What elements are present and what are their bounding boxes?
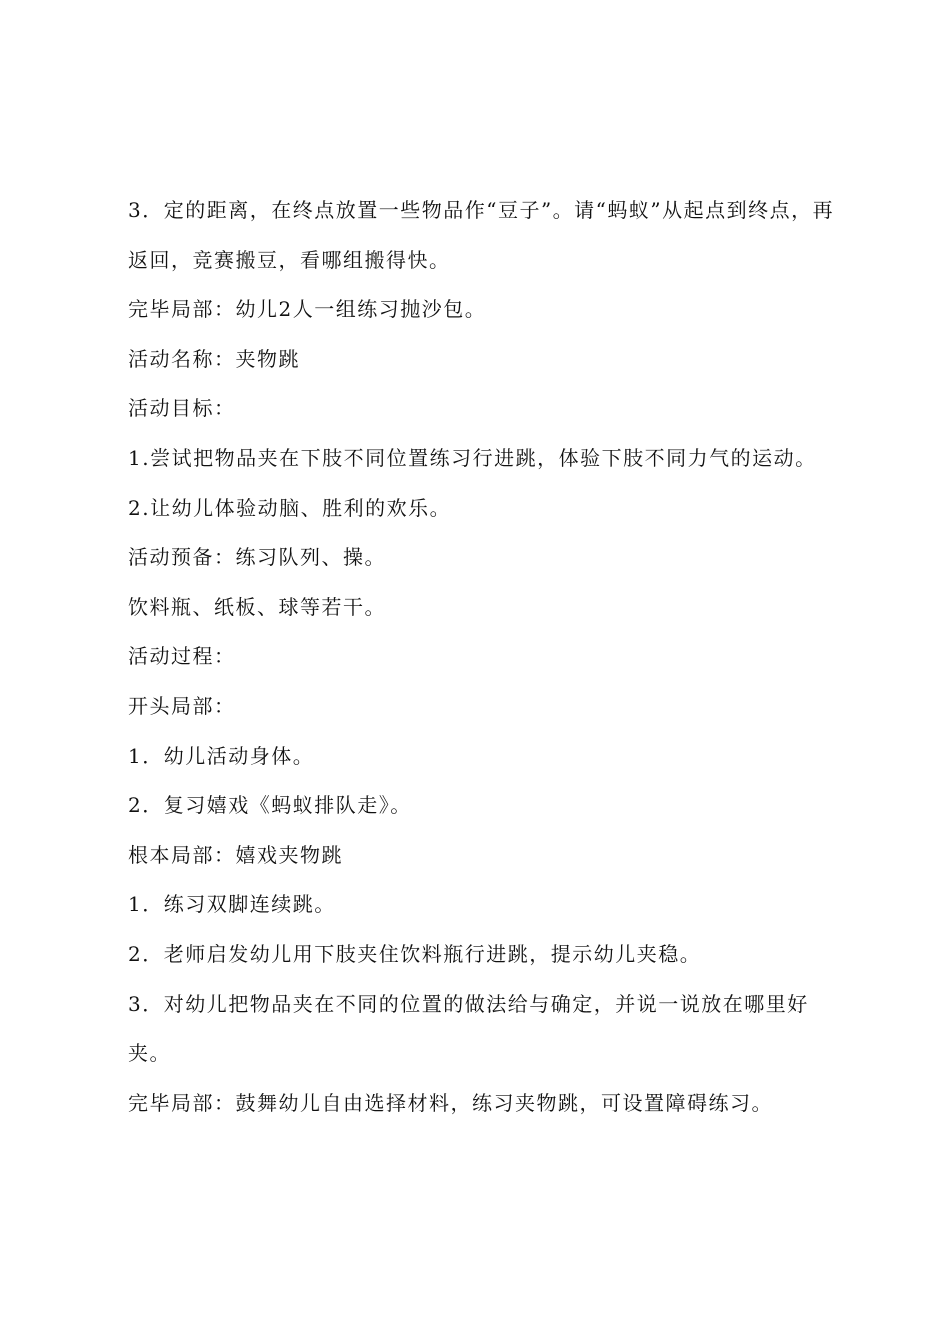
paragraph-basic-part: 根本局部：嬉戏夹物跳	[128, 842, 343, 867]
paragraph-opening-step-2: 2．复习嬉戏《蚂蚁排队走》。	[128, 793, 412, 818]
paragraph-basic-step-2: 2．老师启发幼儿用下肢夹住饮料瓶行进跳，提示幼儿夹稳。	[128, 941, 702, 966]
paragraph-ending-part-1: 完毕局部：幼儿2人一组练习抛沙包。	[128, 297, 487, 322]
paragraph-goal-1: 1.尝试把物品夹在下肢不同位置练习行进跳，体验下肢不同力气的运动。	[128, 445, 817, 470]
paragraph-activity-name: 活动名称：夹物跳	[128, 346, 300, 371]
paragraph-activity-process-heading: 活动过程：	[128, 644, 236, 669]
paragraph-materials: 饮料瓶、纸板、球等若干。	[128, 594, 386, 619]
paragraph-basic-step-3: 3．对幼儿把物品夹在不同的位置的做法给与确定，并说一说放在哪里好夹。	[128, 991, 809, 1066]
paragraph-opening-step-1: 1．幼儿活动身体。	[128, 743, 315, 768]
paragraph-opening-part: 开头局部：	[128, 693, 236, 718]
document-body	[128, 186, 838, 1128]
paragraph-basic-step-1: 1．练习双脚连续跳。	[128, 892, 336, 917]
paragraph-game-rules: 3．定的距离，在终点放置一些物品作“豆子”。请“蚂蚁”从起点到终点，再返回，竞赛搬豆，看哪组搬得快。	[128, 198, 835, 272]
paragraph-activity-goals-heading: 活动目标：	[128, 396, 236, 421]
paragraph-goal-2: 2.让幼儿体验动脑、胜利的欢乐。	[128, 495, 452, 520]
paragraph-activity-preparation: 活动预备：练习队列、操。	[128, 545, 386, 570]
paragraph-ending-part-2: 完毕局部：鼓舞幼儿自由选择材料，练习夹物跳，可设置障碍练习。	[128, 1090, 773, 1115]
